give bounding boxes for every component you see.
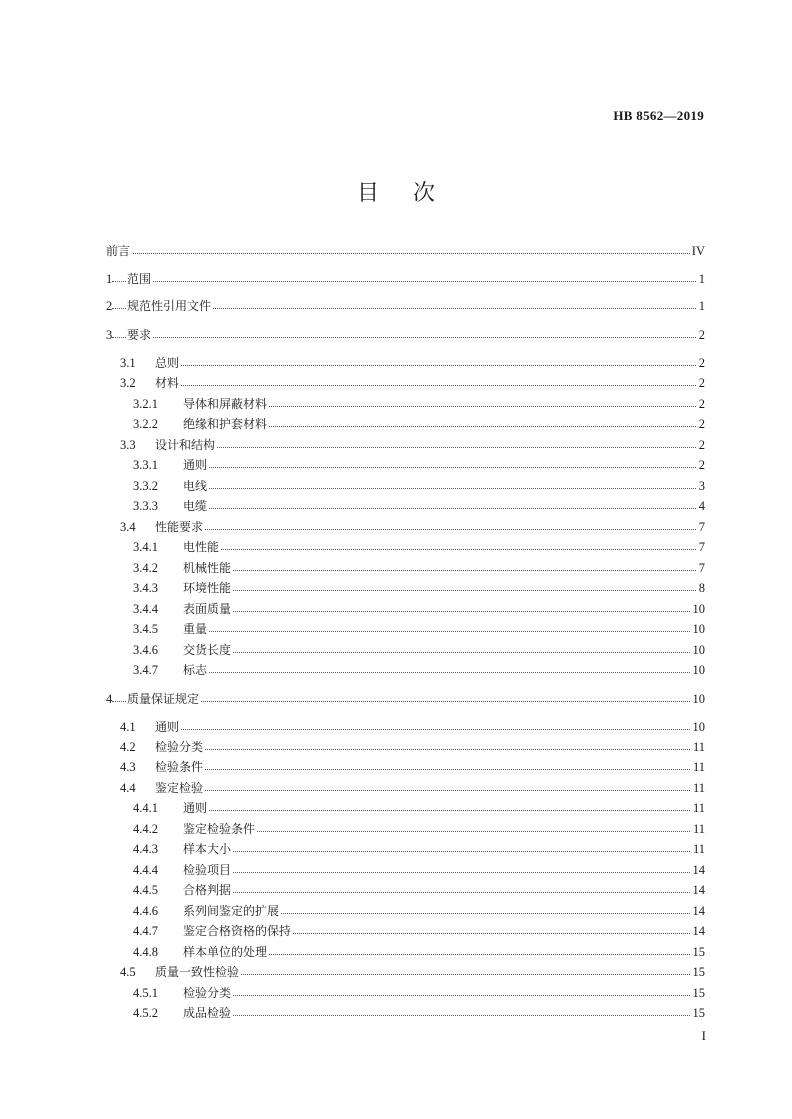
toc-entry-page: 11: [692, 842, 705, 856]
toc-entry-label: 通则: [183, 801, 208, 815]
toc-entry-page: 8: [698, 581, 705, 595]
toc-entry: [0, 758, 792, 776]
toc-entry-label: 通则: [183, 458, 208, 472]
toc-entry-number: 4.4.2: [133, 822, 158, 836]
toc-entry-label: 成品检验: [183, 1006, 232, 1020]
toc-entry: [0, 270, 792, 288]
toc-entry-number: 4.4.3: [133, 842, 158, 856]
toc-entry-label: 检验条件: [155, 760, 204, 774]
toc-entry-label: 范围: [127, 272, 152, 286]
toc-entry-label: 质量保证规定: [127, 692, 200, 706]
toc-entry-label: 样本大小: [183, 842, 232, 856]
toc-entry-page: 2: [698, 417, 705, 431]
toc-entry-number: 3.4.5: [133, 622, 158, 636]
toc-dot-leader: [160, 529, 696, 530]
toc-entry-page: 10: [692, 602, 705, 616]
toc-entry-page: 10: [692, 663, 705, 677]
toc-entry-number: 3.3.3: [133, 499, 158, 513]
toc-dot-leader: [190, 652, 696, 653]
toc-entry-label: 电缆: [183, 499, 208, 513]
toc-dot-leader: [190, 995, 696, 996]
toc-entry-page: 11: [692, 760, 705, 774]
toc-entry-label: 检验分类: [183, 986, 232, 1000]
toc-dot-leader: [190, 1015, 696, 1016]
toc-entry-number: 4.5: [120, 965, 136, 979]
toc-entry-number: 4: [106, 692, 113, 706]
toc-entry: [0, 902, 792, 920]
toc-entry-label: 电线: [183, 479, 208, 493]
toc-entry-page: 7: [698, 561, 705, 575]
toc-entry-page: 3: [698, 479, 705, 493]
toc-entry-page: 15: [692, 1006, 705, 1020]
toc-entry-number: 3.4.1: [133, 540, 158, 554]
toc-entry-number: 3: [106, 328, 113, 342]
toc-entry-page: 10: [692, 643, 705, 657]
toc-entry: [0, 600, 792, 618]
toc-entry: [0, 718, 792, 736]
toc-entry-label: 鉴定检验条件: [183, 822, 256, 836]
toc-entry-number: 3.3: [120, 438, 136, 452]
toc-entry: [0, 354, 792, 372]
toc-entry-label: 总则: [155, 356, 180, 370]
toc-entry-number: 4.4.8: [133, 945, 158, 959]
toc-entry: [0, 963, 792, 981]
document-code: HB 8562—2019: [613, 108, 704, 123]
toc-entry: [0, 477, 792, 495]
toc-entry-label: 合格判据: [183, 883, 232, 897]
toc-dot-leader: [190, 631, 696, 632]
toc-entry-label: 性能要求: [155, 520, 204, 534]
toc-entry-label: 设计和结构: [155, 438, 216, 452]
toc-entry-page: 2: [698, 438, 705, 452]
toc-entry: [0, 840, 792, 858]
toc-dot-leader: [160, 385, 696, 386]
toc-dot-leader: [160, 729, 696, 730]
toc-entry-number: 4.4.1: [133, 801, 158, 815]
toc-entry-label: 材料: [155, 376, 180, 390]
toc-entry-number: 4.5.2: [133, 1006, 158, 1020]
toc-entry-number: 3.1: [120, 356, 136, 370]
toc-entry: [0, 456, 792, 474]
toc-entry-number: 4.4: [120, 781, 136, 795]
toc-dot-leader: [160, 769, 696, 770]
toc-dot-leader: [112, 281, 696, 282]
toc-dot-leader: [190, 810, 696, 811]
toc-entry-page: 2: [698, 376, 705, 390]
toc-entry: [0, 738, 792, 756]
toc-entry-label: 通则: [155, 720, 180, 734]
toc-entry: [0, 820, 792, 838]
toc-entry: [0, 415, 792, 433]
toc-entry-label: 样本单位的处理: [183, 945, 268, 959]
toc-entry-label: 质量一致性检验: [155, 965, 240, 979]
toc-dot-leader: [160, 447, 696, 448]
toc-dot-leader: [190, 508, 696, 509]
toc-entry: [0, 395, 792, 413]
toc-entry-number: 3.3.1: [133, 458, 158, 472]
toc-entry-number: 3.2.2: [133, 417, 158, 431]
toc-entry-page: 2: [698, 356, 705, 370]
toc-entry-page: 1: [698, 299, 705, 313]
toc-entry-page: 11: [692, 781, 705, 795]
toc-entry-page: 4: [698, 499, 705, 513]
toc-entry-page: 10: [692, 622, 705, 636]
toc-entry-number: 4.4.6: [133, 904, 158, 918]
toc-entry-number: 4.4.5: [133, 883, 158, 897]
toc-entry-label: 表面质量: [183, 602, 232, 616]
toc-entry: [0, 641, 792, 659]
toc-entry-page: 14: [692, 863, 705, 877]
toc-entry-label: 规范性引用文件: [127, 299, 212, 313]
toc-entry-number: 3.2.1: [133, 397, 158, 411]
toc-entry-page: 7: [698, 540, 705, 554]
toc-dot-leader: [160, 790, 696, 791]
toc-entry-number: 4.3: [120, 760, 136, 774]
toc-entry-page: 14: [692, 904, 705, 918]
toc-entry: [0, 943, 792, 961]
toc-entry-label: 前言: [106, 244, 131, 258]
toc-entry-number: 3.4.2: [133, 561, 158, 575]
toc-entry-label: 导体和屏蔽材料: [183, 397, 268, 411]
toc-dot-leader: [190, 590, 696, 591]
page-number: I: [701, 1028, 706, 1043]
toc-entry-page: 1: [698, 272, 705, 286]
toc-entry-page: 11: [692, 822, 705, 836]
toc-entry-page: 11: [692, 801, 705, 815]
toc-entry: [0, 559, 792, 577]
toc-dot-leader: [190, 611, 696, 612]
toc-entry-label: 交货长度: [183, 643, 232, 657]
toc-entry-page: 2: [698, 458, 705, 472]
toc-dot-leader: [112, 337, 696, 338]
toc-entry-page: 15: [692, 945, 705, 959]
toc-entry: [0, 242, 792, 260]
toc-entry: [0, 661, 792, 679]
toc-entry: [0, 374, 792, 392]
toc-entry-number: 3.4: [120, 520, 136, 534]
toc-entry-label: 机械性能: [183, 561, 232, 575]
toc-entry: [0, 779, 792, 797]
toc-entry-number: 3.2: [120, 376, 136, 390]
toc-entry-number: 4.4.4: [133, 863, 158, 877]
toc-dot-leader: [160, 365, 696, 366]
toc-entry: [0, 579, 792, 597]
toc-entry-number: 4.1: [120, 720, 136, 734]
toc-entry-page: 7: [698, 520, 705, 534]
toc-entry-page: 2: [698, 328, 705, 342]
toc-entry: [0, 1004, 792, 1022]
toc-entry: [0, 881, 792, 899]
toc-entry: [0, 297, 792, 315]
toc-entry-page: 2: [698, 397, 705, 411]
toc-entry: [0, 436, 792, 454]
toc-entry: [0, 861, 792, 879]
toc-dot-leader: [190, 892, 696, 893]
toc-dot-leader: [190, 851, 696, 852]
toc-dot-leader: [190, 570, 696, 571]
toc-entry-number: 3.3.2: [133, 479, 158, 493]
toc-entry: [0, 497, 792, 515]
toc-entry-label: 电性能: [183, 540, 220, 554]
toc-dot-leader: [190, 549, 696, 550]
toc-entry-label: 绝缘和护套材料: [183, 417, 268, 431]
toc-entry-label: 鉴定合格资格的保持: [183, 924, 292, 938]
toc-entry-number: 3.4.7: [133, 663, 158, 677]
toc-entry: [0, 326, 792, 344]
toc-entry: [0, 922, 792, 940]
toc-entry-page: 10: [692, 720, 705, 734]
toc-entry: [0, 690, 792, 708]
toc-entry-page: 14: [692, 883, 705, 897]
toc-entry-label: 标志: [183, 663, 208, 677]
toc-dot-leader: [160, 749, 696, 750]
toc-entry: [0, 984, 792, 1002]
toc-entry-page: 14: [692, 924, 705, 938]
toc-entry-label: 重量: [183, 622, 208, 636]
toc-entry-page: 10: [692, 692, 705, 706]
toc-entry-page: IV: [691, 244, 705, 258]
toc-dot-leader: [190, 488, 696, 489]
toc-entry: [0, 620, 792, 638]
toc-entry-number: 4.5.1: [133, 986, 158, 1000]
toc-entry-page: 15: [692, 986, 705, 1000]
toc-dot-leader: [112, 253, 696, 254]
toc-entry-number: 3.4.6: [133, 643, 158, 657]
toc-entry: [0, 799, 792, 817]
toc-entry-number: 3.4.4: [133, 602, 158, 616]
toc-dot-leader: [190, 672, 696, 673]
toc-entry-page: 11: [692, 740, 705, 754]
toc-entry-number: 3.4.3: [133, 581, 158, 595]
toc-dot-leader: [190, 467, 696, 468]
toc-dot-leader: [190, 872, 696, 873]
toc-entry-label: 检验项目: [183, 863, 232, 877]
toc-entry-number: 1: [106, 272, 113, 286]
toc-dot-leader: [190, 831, 696, 832]
toc-entry-number: 4.2: [120, 740, 136, 754]
toc-entry: [0, 518, 792, 536]
toc-entry-label: 系列间鉴定的扩展: [183, 904, 280, 918]
page-title: 目次: [356, 181, 469, 206]
toc-entry-label: 检验分类: [155, 740, 204, 754]
toc-entry-page: 15: [692, 965, 705, 979]
toc-entry: [0, 538, 792, 556]
toc-entry-number: 4.4.7: [133, 924, 158, 938]
toc-entry-number: 2: [106, 299, 113, 313]
toc-entry-label: 环境性能: [183, 581, 232, 595]
toc-entry-label: 要求: [127, 328, 152, 342]
toc-entry-label: 鉴定检验: [155, 781, 204, 795]
